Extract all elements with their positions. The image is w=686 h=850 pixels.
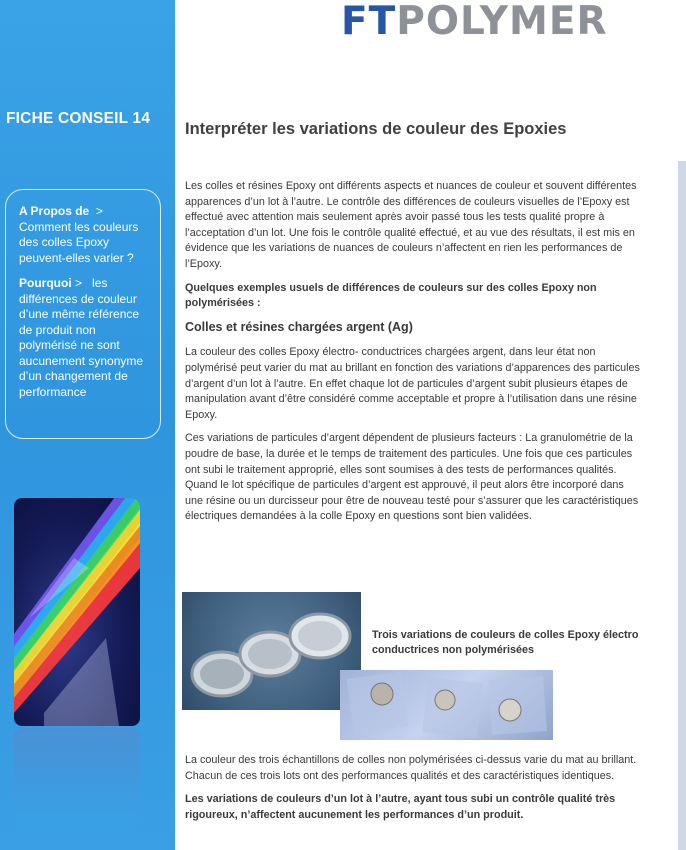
samples-paragraph: La couleur des trois échantillons de colles non polymérisées ci-dessus varie du mat au brillant. Chacun de ces trois lots ont des performances qualités et des caractéristiques identiques. (185, 754, 637, 782)
why-text: les différences de couleur d’une même référence de produit non polymérisé ne sont aucunement synonyme d’un changement de performance (19, 276, 144, 399)
section-heading: Colles et résines chargées argent (Ag) (185, 319, 413, 334)
about-text: Comment les couleurs des colles Epoxy peuvent-elles varier ? (19, 219, 139, 265)
prism-reflection (14, 728, 140, 828)
why-section (19, 276, 152, 400)
about-box (5, 189, 161, 439)
page-title: Interpréter les variations de couleur des Epoxies (185, 120, 567, 138)
examples-intro: Quelques exemples usuels de différences de couleurs sur des colles Epoxy non polymérisées : (185, 281, 597, 310)
bottom-content (185, 753, 640, 831)
epoxy-cups-image (182, 592, 361, 710)
about-arrow: > (95, 204, 103, 218)
particles-paragraph: Ces variations de particules d’argent dépendent de plusieurs facteurs : La granulométrie de la poudre de base, la durée et le temps de traitement des particules. Une fois que ces particules ont subi le traitement approprié, elles sont soumises à des tests de performances qualités. Quand le lot spécifique de particules d’argent est approuvé, il peut alors être incorporé dans une résine ou un durcisseur pour être de nouveau testé pour s’assurer que les caractéristiques électriques demandées à la colle Epoxy en questions sont bien validées. (185, 432, 639, 523)
logo-ft: FT (341, 0, 397, 44)
main-content (185, 179, 640, 533)
about-label: A Propos de (19, 204, 90, 218)
intro-paragraph: Les colles et résines Epoxy ont différents aspects et nuances de couleur et souvent différentes apparences d’un lot à l’autre. Le contrôle des différences de couleurs visuelles de l’Epoxy est effectué avec attention mais seulement après avoir passé tous les tests qualité propre à l’acceptation d’un lot. Une fois le contrôle qualité effectué, et au vue des résultats, il est mis en évidence que les variations de nuances de couleurs n’affectent en rien les performances de l’Epoxy. (185, 180, 637, 270)
right-divider-bar (678, 161, 686, 850)
fiche-title: FICHE CONSEIL 14 (6, 110, 151, 127)
about-section (19, 204, 152, 266)
prism-image (14, 498, 140, 726)
why-arrow: > (75, 276, 83, 290)
image-caption: Trois variations de couleurs de colles Epoxy électro conductrices non polymérisées (372, 629, 639, 656)
conclusion-paragraph: Les variations de couleurs d’un lot à l’autre, ayant tous subi un contrôle qualité très rigoureux, n’affectent aucunement les performances d’un produit. (185, 793, 616, 821)
sidebar (0, 0, 175, 850)
why-label: Pourquoi (19, 276, 72, 290)
silver-paragraph: La couleur des colles Epoxy électro- conductrices chargées argent, dans leur état non polymérisé peut varier du mat au brillant en fonction des variations d’apparences des particules d’argent d’un lot à l’autre. En effet chaque lot de particules d’argent subit plusieurs étapes de manipulation avant d’être considéré comme acceptable et propre à l’utilisation dans une résine Epoxy. (185, 346, 640, 421)
epoxy-samples-image (340, 670, 553, 740)
logo-polymer: POLYMER (396, 0, 608, 44)
logo (341, 0, 608, 44)
